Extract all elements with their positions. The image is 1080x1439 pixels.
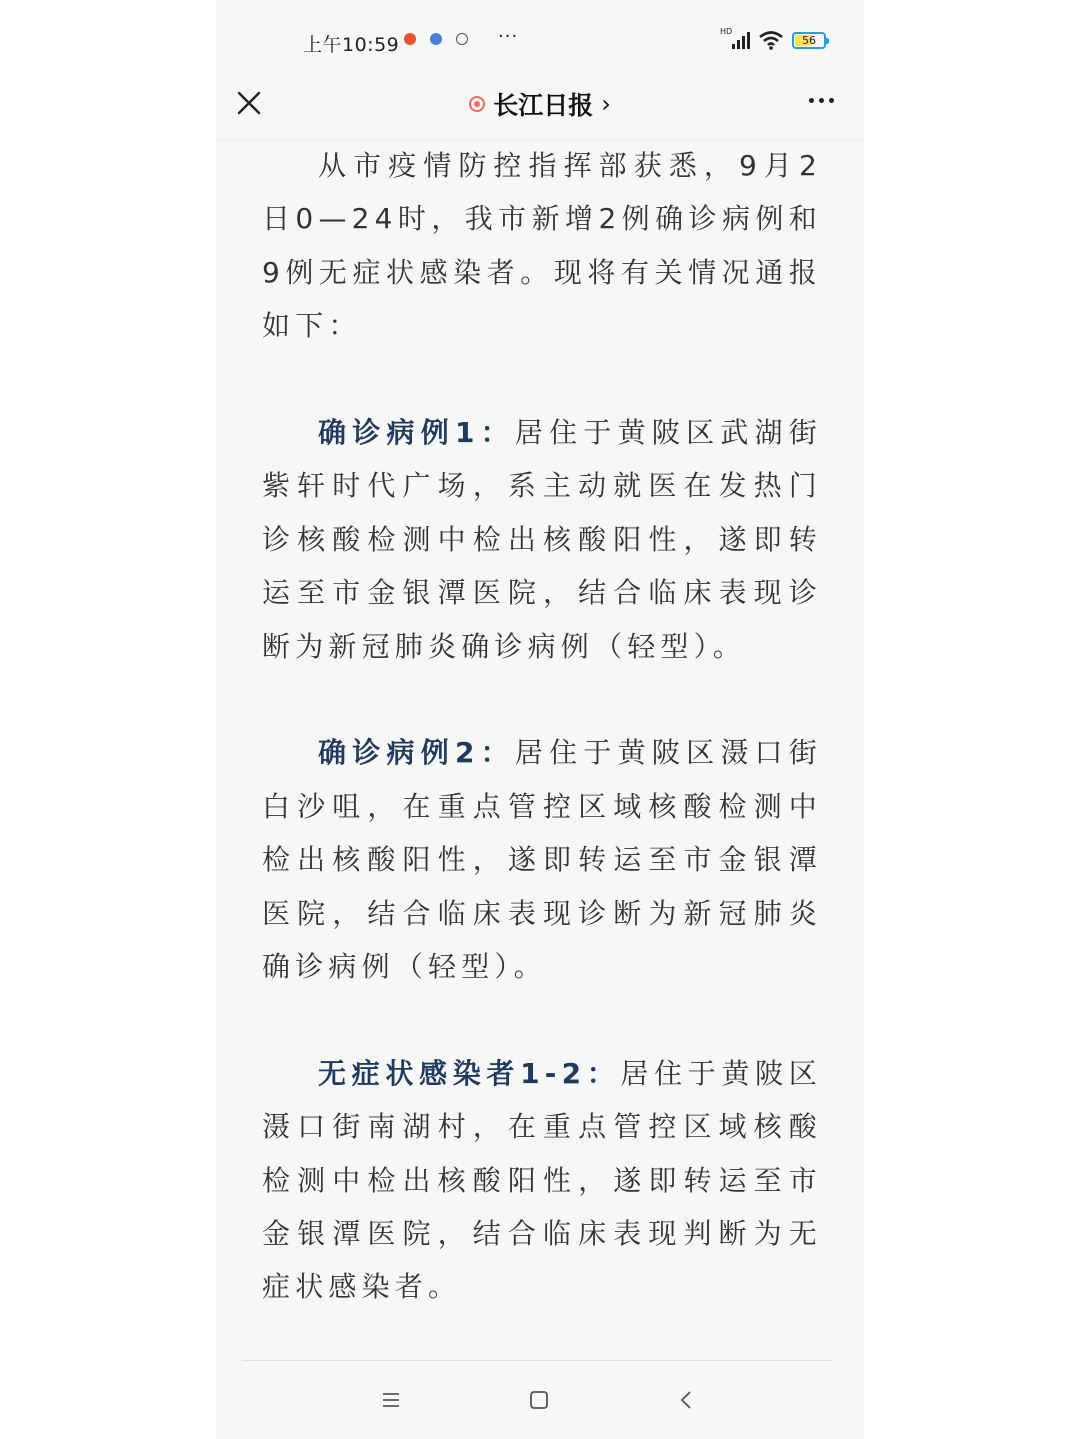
title-bar xyxy=(216,78,864,141)
status-time: 上午10:59 xyxy=(303,34,400,56)
case-lead-1: 确诊病例1： xyxy=(318,416,515,450)
account-title-link[interactable] xyxy=(216,86,864,122)
phone-screen xyxy=(216,0,864,1439)
signal-icon: HD xyxy=(722,31,750,49)
more-notifications-icon: ··· xyxy=(498,26,519,47)
case-lead-2: 确诊病例2： xyxy=(318,736,515,770)
app-icon xyxy=(430,33,442,45)
dot-icon xyxy=(819,98,824,103)
intro-paragraph: 从市疫情防控指挥部获悉，9月2日0—24时，我市新增2例确诊病例和9例无症状感染者。现将有关情况通报如下： xyxy=(262,149,822,343)
dot-icon xyxy=(809,98,814,103)
chevron-right-icon: › xyxy=(601,90,611,118)
battery-icon xyxy=(792,32,826,49)
nav-divider xyxy=(242,1360,832,1361)
emoji-icon xyxy=(456,33,468,45)
case-paragraph-2 xyxy=(262,726,822,993)
back-icon[interactable] xyxy=(675,1388,699,1412)
case-lead-3: 无症状感染者1-2： xyxy=(318,1056,621,1090)
case-paragraph-1 xyxy=(262,406,822,673)
status-indicators xyxy=(720,27,826,50)
account-title: 长江日报 xyxy=(493,91,594,120)
menu-icon[interactable] xyxy=(379,1388,403,1412)
more-options-button[interactable] xyxy=(809,98,834,103)
case-text-2: 居住于黄陂区滠口街白沙咀，在重点管控区域核酸检测中检出核酸阳性，遂即转运至市金银潭医院，结合临床表现诊断为新冠肺炎确诊病例（轻型）。 xyxy=(262,736,822,984)
system-nav-bar xyxy=(216,1362,864,1439)
home-icon[interactable] xyxy=(527,1388,551,1412)
live-dot-icon xyxy=(469,96,485,112)
case-paragraph-3 xyxy=(262,1047,822,1314)
dot-icon xyxy=(829,98,834,103)
weibo-icon xyxy=(404,33,416,45)
notification-icons xyxy=(404,33,468,45)
case-text-3: 居住于黄陂区滠口街南湖村，在重点管控区域核酸检测中检出核酸阳性，遂即转运至市金银潭医院，结合临床表现判断为无症状感染者。 xyxy=(262,1056,822,1304)
case-text-1: 居住于黄陂区武湖街紫轩时代广场，系主动就医在发热门诊核酸检测中检出核酸阳性，遂即转运至市金银潭医院，结合临床表现诊断为新冠肺炎确诊病例（轻型）。 xyxy=(262,416,822,663)
wifi-icon xyxy=(758,30,784,50)
battery-level: 56 xyxy=(802,33,816,47)
article-body xyxy=(262,139,822,1314)
status-bar xyxy=(216,0,864,78)
